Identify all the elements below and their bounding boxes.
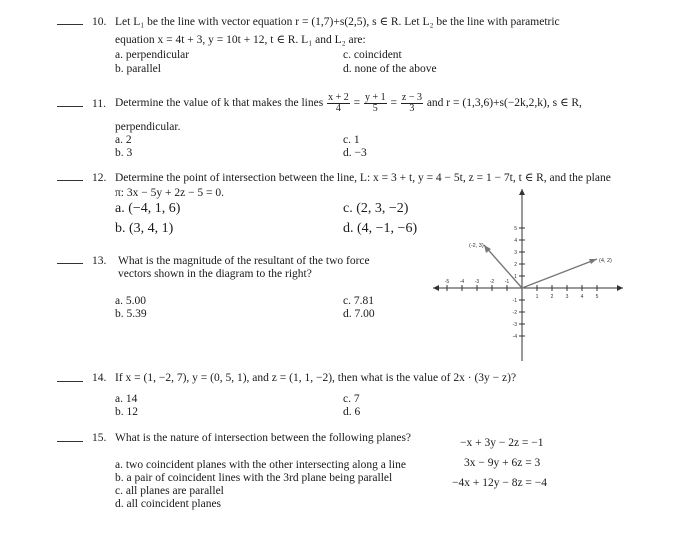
q14-option-a: a. 14 [115,393,138,405]
force-vector-diagram [425,185,625,365]
q11-fraction-x: $\frac{x + 2}{4}$ [328,91,349,114]
q11-stem-line1: Determine the value of k that makes the lines $\frac{x + 2}{4}$ = $\frac{y + 1}{5}$ = $\frac{z - 3}{3}$ and r = (1,3,6)+s(−2k,2,k), s ∈ R, [115,91,582,114]
q15-number: 15. [92,432,107,444]
x-axis-arrow-left [433,285,439,291]
q15-option-d: d. all coincident planes [115,498,222,510]
answer-blank-13[interactable] [57,263,83,264]
y-tick-label: -3 [512,322,517,328]
q11-option-b: b. 3 [115,147,133,159]
x-tick-label: 2 [550,294,554,300]
q13-stem-line2: vectors shown in the diagram to the right? [118,268,312,280]
q10-stem-line2: equation x = 4t + 3, y = 10t + 12, t ∈ R. L₁ and L₂ are: [115,34,366,46]
y-tick-label: 5 [514,226,517,232]
diagram-axes [433,189,623,361]
y-ticks [513,226,525,340]
y-tick-label: 3 [514,250,517,256]
x-tick-label: 5 [595,294,599,300]
y-tick-label: -2 [512,310,517,316]
q10-option-d: d. none of the above [343,63,437,75]
q13-option-b: b. 5.39 [115,308,147,320]
q15-plane-equation-2: 3x − 9y + 6z = 3 [464,457,541,469]
q15-option-b: b. a pair of coincident lines with the 3rd plane being parallel [115,472,393,484]
q14-option-d: d. 6 [343,406,361,418]
q15-option-a: a. two coincident planes with the other intersecting along a line [115,459,406,471]
q11-prefix: Determine the value of k that makes the lines [115,97,324,109]
x-tick-label: 1 [535,294,539,300]
q12-stem-line1: Determine the point of intersection between the line, L: x = 3 + t, y = 4 − 5t, z = 1 − 7t, t ∈ R, and the plane [115,172,611,184]
q15-option-c: c. all planes are parallel [115,485,224,497]
y-tick-label: 4 [514,238,517,244]
label-point-right: (4, 2) [599,258,612,264]
q11-stem-line2: perpendicular. [115,121,181,133]
y-axis-arrow [519,189,525,195]
q10-stem-line1: Let L₁ be the line with vector equation r = (1,7)+s(2,5), s ∈ R. Let L₂ be the line with parametric [115,16,560,28]
answer-blank-14[interactable] [57,381,83,382]
answer-blank-11[interactable] [57,106,83,107]
y-tick-label: -1 [512,298,517,304]
answer-blank-12[interactable] [57,180,83,181]
q11-fraction-z: $\frac{z - 3}{3}$ [401,91,422,114]
x-axis-arrow [617,285,623,291]
q11-suffix: and r = (1,3,6)+s(−2k,2,k), s ∈ R, [426,97,582,109]
q10-option-a: a. perpendicular [115,49,190,61]
q10-option-b: b. parallel [115,63,161,75]
q12-option-b: b. (3, 4, 1) [115,221,174,236]
q11-number: 11. [92,98,106,110]
q15-stem: What is the nature of intersection between the following planes? [115,432,412,444]
q13-stem-line1: What is the magnitude of the resultant of the two force [118,255,370,267]
q12-option-a: a. (−4, 1, 6) [115,201,181,216]
q12-option-c: c. (2, 3, −2) [343,201,409,216]
y-tick-label: 2 [514,262,517,268]
q11-option-a: a. 2 [115,134,132,146]
q13-option-a: a. 5.00 [115,295,146,307]
q11-option-c: c. 1 [343,134,360,146]
answer-blank-15[interactable] [57,441,83,442]
label-point-left: (-2, 3) [469,243,484,249]
x-tick-label: -4 [459,279,465,285]
q14-stem: If x = (1, −2, 7), y = (0, 5, 1), and z = (1, 1, −2), then what is the value of 2x · (3y − z)? [115,372,517,384]
q14-number: 14. [92,372,107,384]
x-tick-label: -2 [489,279,495,285]
q11-fraction-y: $\frac{y + 1}{5}$ [364,91,386,114]
q13-option-c: c. 7.81 [343,295,374,307]
q12-stem-line2: π: 3x − 5y + 2z − 5 = 0. [115,187,225,199]
q10-option-c: c. coincident [343,49,402,61]
vector-to-right-point [522,259,597,288]
answer-blank-10[interactable] [57,24,83,25]
q15-plane-equation-3: −4x + 12y − 8z = −4 [452,477,548,489]
x-tick-label: -5 [444,279,450,285]
q11-option-d: d. −3 [343,147,367,159]
q13-option-d: d. 7.00 [343,308,375,320]
q14-option-c: c. 7 [343,393,360,405]
x-tick-label: 4 [580,294,584,300]
q14-option-b: b. 12 [115,406,138,418]
x-tick-label: -3 [474,279,480,285]
q12-number: 12. [92,172,107,184]
x-tick-label: 3 [565,294,569,300]
q10-number: 10. [92,16,107,28]
q15-plane-equation-1: −x + 3y − 2z = −1 [460,437,544,449]
y-tick-label: -4 [512,334,517,340]
y-tick-label: 1 [514,274,517,280]
q13-number: 13. [92,255,107,267]
x-tick-label: -1 [504,279,510,285]
vector-right-arrowhead [589,259,597,264]
q12-option-d: d. (4, −1, −6) [343,221,418,236]
